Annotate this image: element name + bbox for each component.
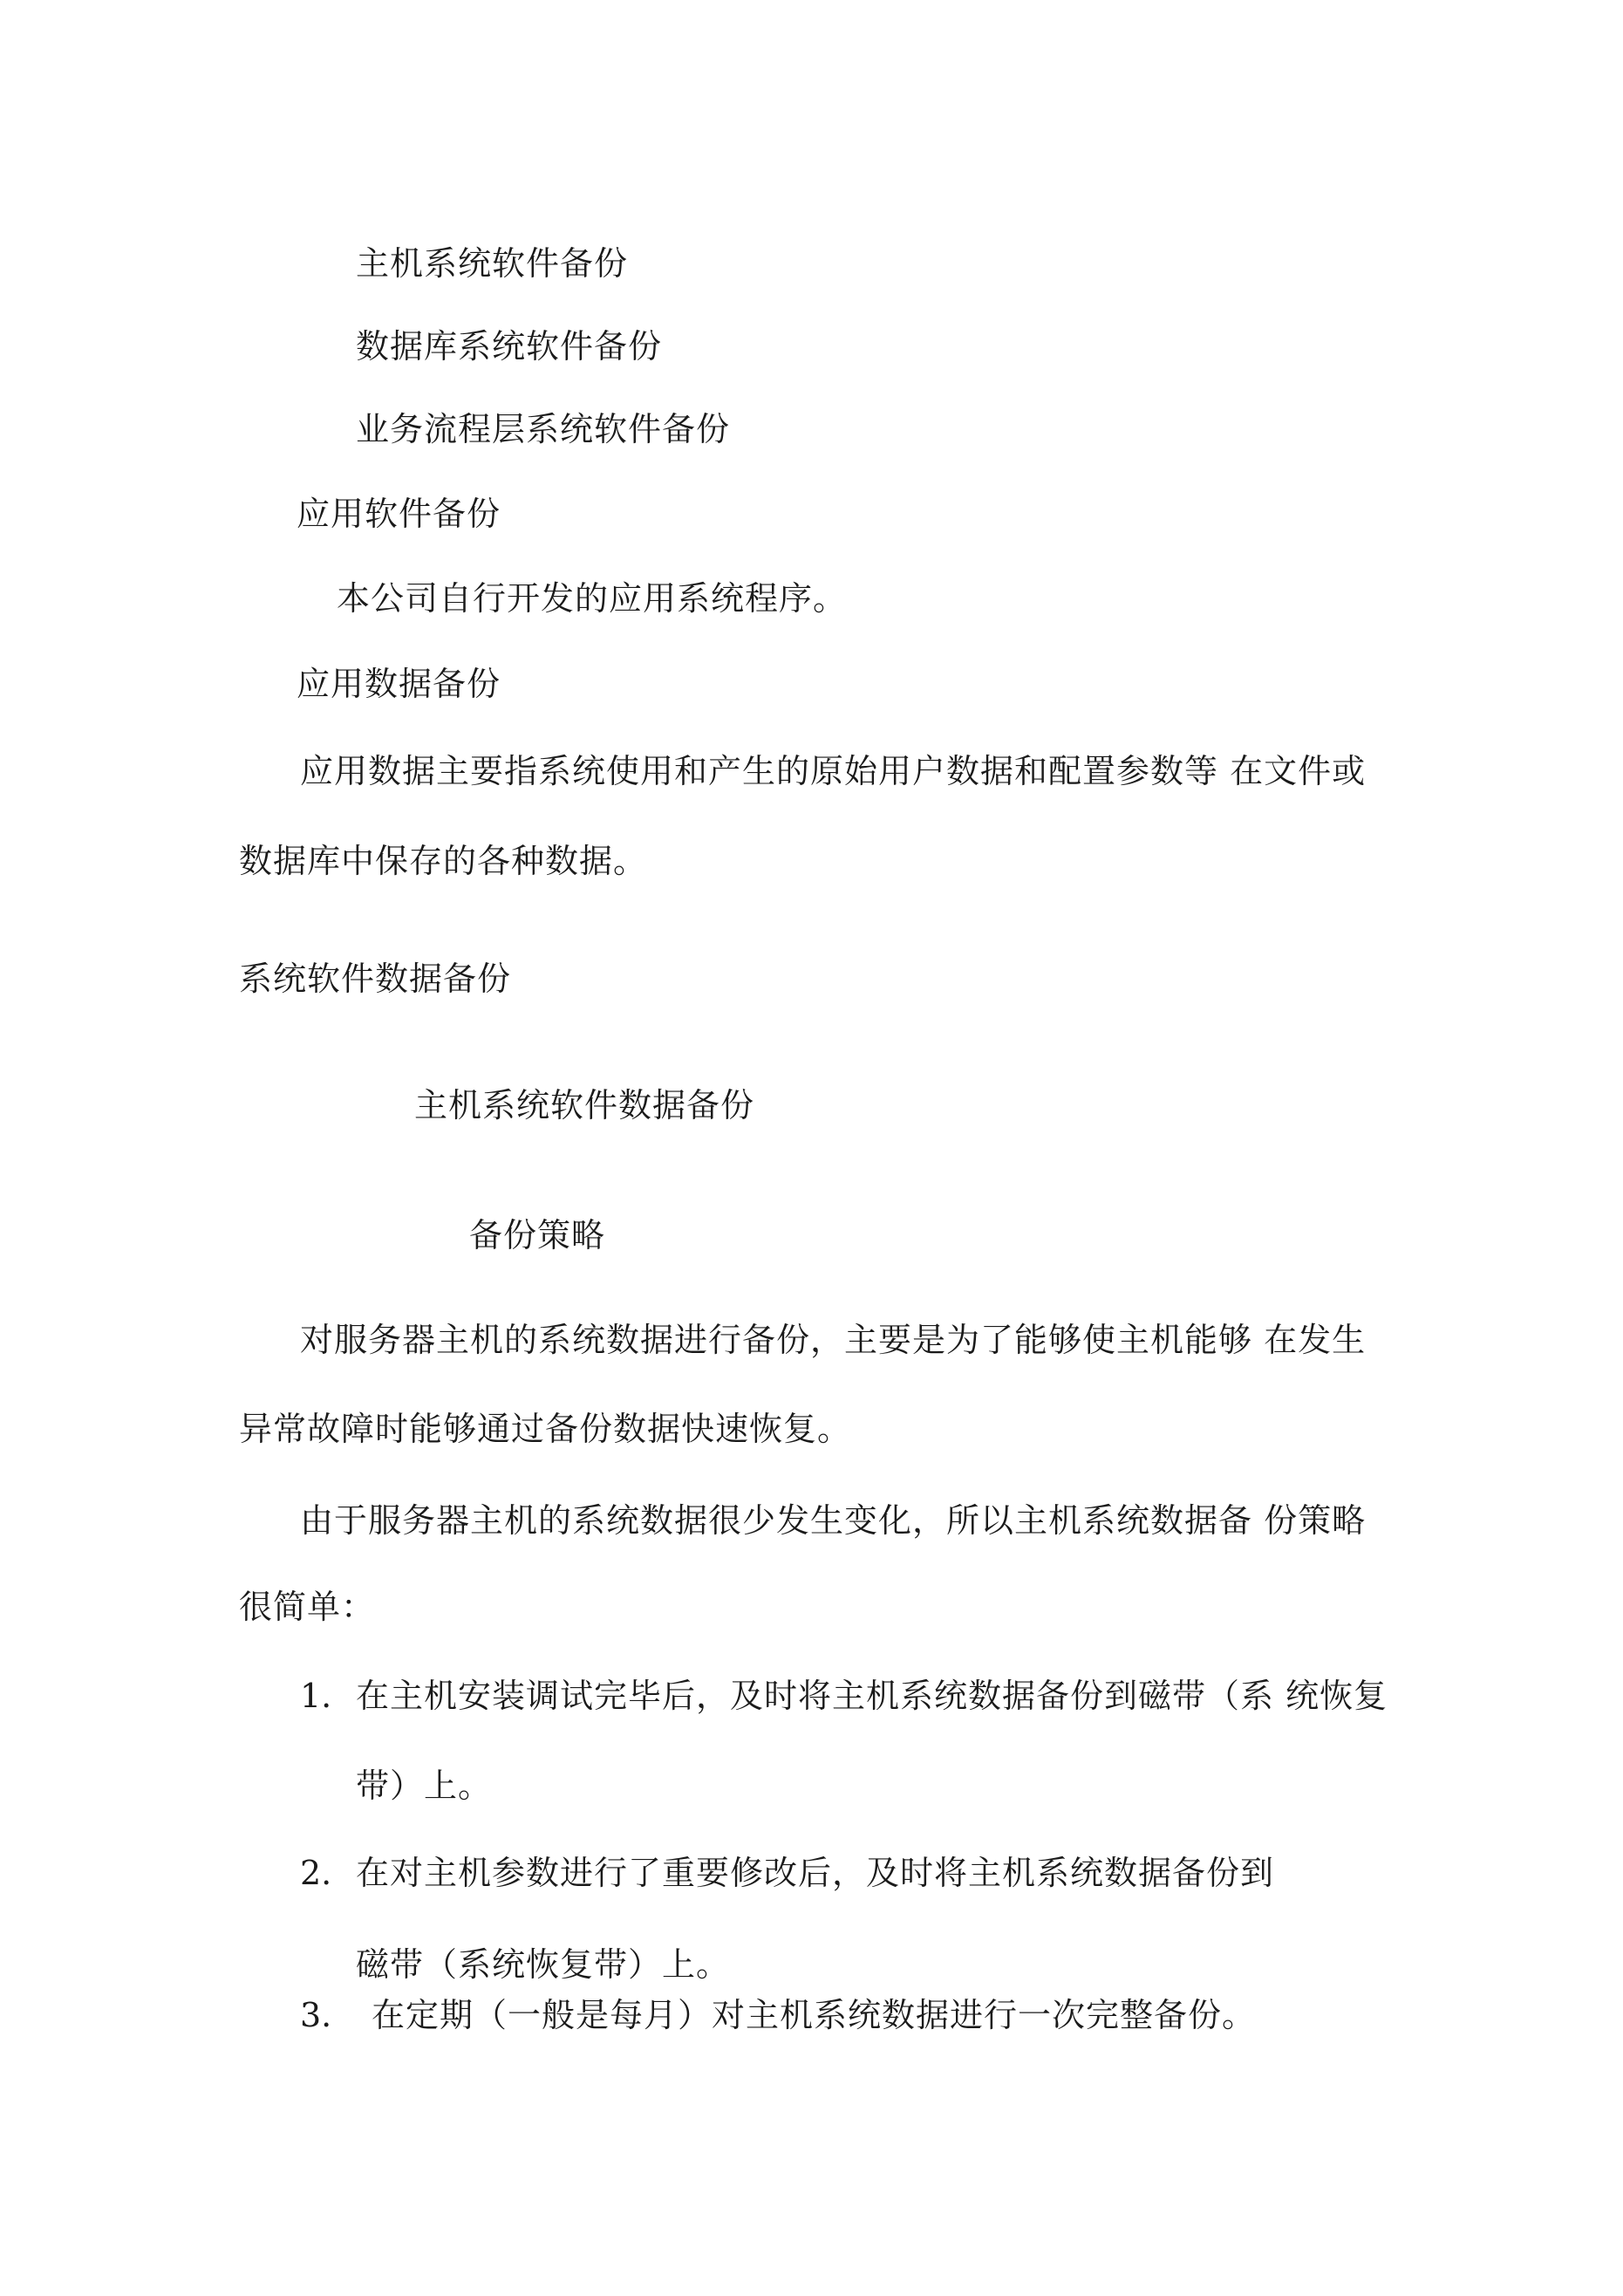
list-item-3-line1: 在定期（一般是每月）对主机系统数据进行一次完整备份。 xyxy=(372,1996,1257,2034)
section-heading-app-software: 应用软件备份 xyxy=(297,495,501,533)
list-item-1-line1: 在主机安装调试完毕后，及时将主机系统数据备份到磁带（系 统恢复 xyxy=(356,1677,1388,1715)
subsection-heading-strategy: 备份策略 xyxy=(469,1216,606,1254)
app-data-description-line2: 数据库中保存的各种数据。 xyxy=(239,842,648,880)
list-item-2-line2: 磁带（系统恢复带）上。 xyxy=(356,1945,731,1984)
section-heading-app-data: 应用数据备份 xyxy=(297,665,501,703)
list-item-2-line1: 在对主机参数进行了重要修改后，及时将主机系统数据备份到 xyxy=(356,1854,1275,1892)
list-number-1: 1. xyxy=(300,1677,332,1715)
list-item-business-process-software: 业务流程层系统软件备份 xyxy=(356,410,731,448)
paragraph2-line2: 很简单： xyxy=(239,1588,376,1626)
list-number-3: 3. xyxy=(300,1996,332,2034)
paragraph1-line2: 异常故障时能够通过备份数据快速恢复。 xyxy=(239,1410,852,1448)
list-item-host-software: 主机系统软件备份 xyxy=(356,244,629,283)
section-heading-system-data: 系统软件数据备份 xyxy=(239,960,512,998)
app-software-description: 本公司自行开发的应用系统程序。 xyxy=(337,579,848,618)
list-number-2: 2. xyxy=(300,1854,332,1892)
paragraph2-line1: 由于服务器主机的系统数据很少发生变化，所以主机系统数据备 份策略 xyxy=(300,1501,1367,1540)
list-item-1-line2: 带）上。 xyxy=(356,1766,493,1805)
paragraph1-line1: 对服务器主机的系统数据进行备份，主要是为了能够使主机能够 在发生 xyxy=(300,1321,1367,1359)
list-item-database-software: 数据库系统软件备份 xyxy=(356,327,663,366)
subsection-heading-host-data: 主机系统软件数据备份 xyxy=(414,1086,755,1124)
app-data-description-line1: 应用数据主要指系统使用和产生的原始用户数据和配置参数等 在文件或 xyxy=(300,752,1367,790)
